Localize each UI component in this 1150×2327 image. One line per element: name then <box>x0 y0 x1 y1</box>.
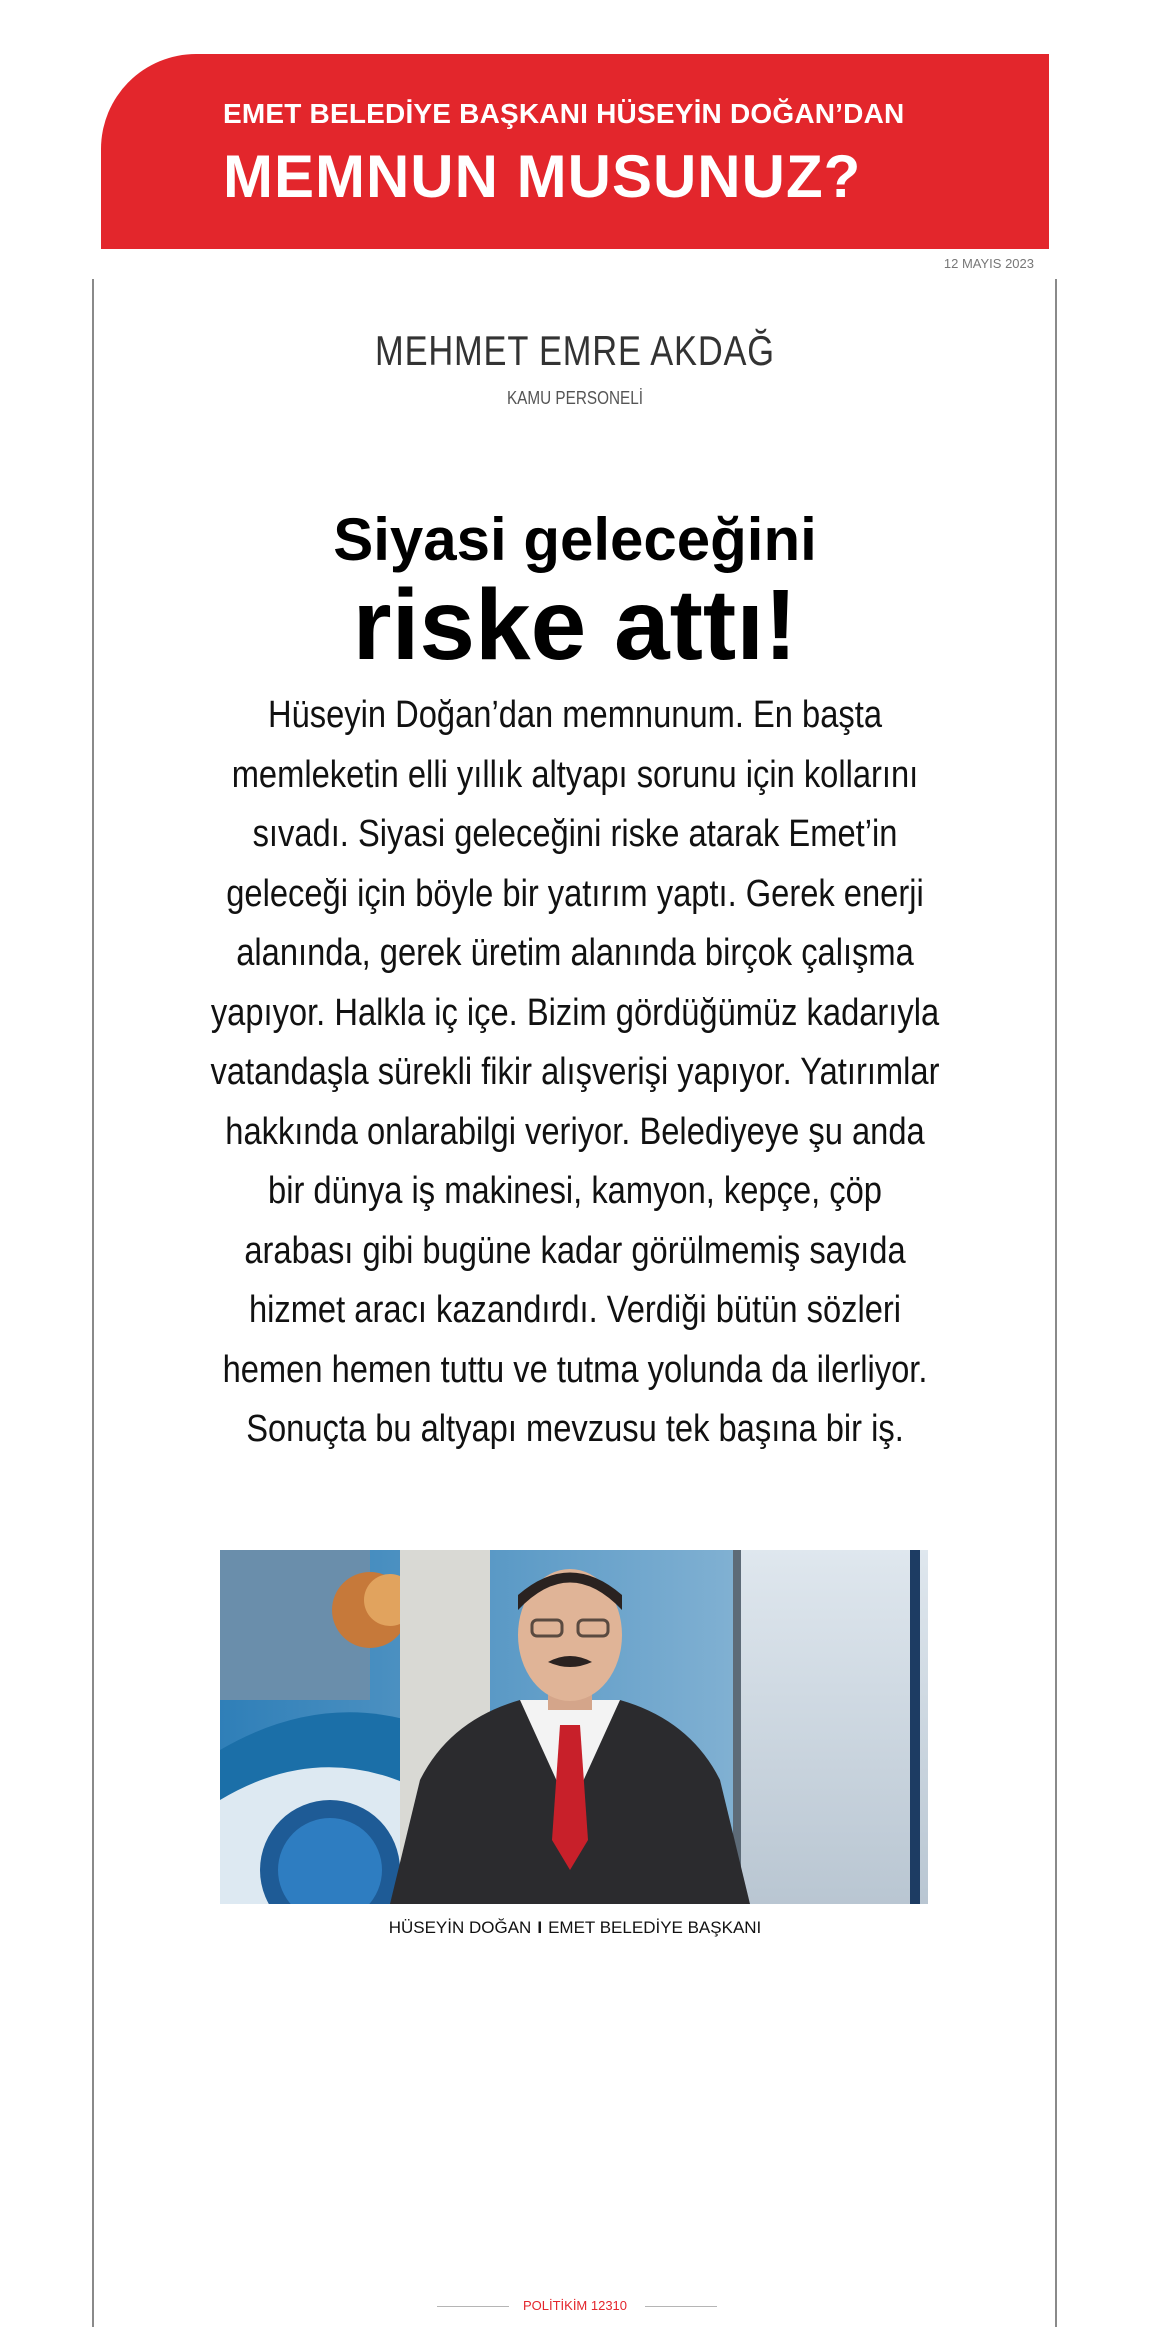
photo-caption <box>0 1918 1150 1938</box>
header-banner <box>101 54 1049 249</box>
portrait-photo <box>220 1550 928 1904</box>
article-title-line2: riske attı! <box>352 569 798 681</box>
issue-date: 12 MAYIS 2023 <box>943 256 1034 271</box>
author-name: MEHMET EMRE AKDAĞ <box>375 327 775 374</box>
caption-separator: I <box>537 1918 543 1937</box>
caption-name: HÜSEYİN DOĞAN <box>388 1918 532 1937</box>
author-role: KAMU PERSONELİ <box>506 388 644 408</box>
article-body: Hüseyin Doğan’dan memnunum. En başta memleketin elli yıllık altyapı sorunu için kollarını sıvadı. Siyasi geleceğini riske atarak Emet’in geleceği için böyle bir yatırım yaptı. Gerek enerji alanında, gerek üretim alanında birçok çalışma yapıyor. Halkla iç içe. Bizim gördüğümüz kadarıyla vatandaşla sürekli fikir alışverişi yapıyor. Yatırımlar hakkında onlarabilgi veriyor. Belediyeye şu anda bir dünya iş makinesi, kamyon, kepçe, çöp arabası gibi bugüne kadar görülmemiş sayıda hizmet aracı kazandırdı. Verdiği bütün sözleri hemen hemen tuttu ve tutma yolunda da ilerliyor. Sonuçta bu altyapı mevzusu tek başına bir iş. <box>210 694 940 1450</box>
footer-rule-right <box>645 2306 717 2307</box>
article-title-line1: Siyasi geleceğini <box>333 506 817 573</box>
caption-title: EMET BELEDİYE BAŞKANI <box>548 1918 762 1937</box>
footer-page-label: POLİTİKİM 12310 <box>522 2298 628 2313</box>
header-kicker: EMET BELEDİYE BAŞKANI HÜSEYİN DOĞAN’DAN <box>223 98 905 129</box>
header-headline: MEMNUN MUSUNUZ? <box>223 143 862 210</box>
